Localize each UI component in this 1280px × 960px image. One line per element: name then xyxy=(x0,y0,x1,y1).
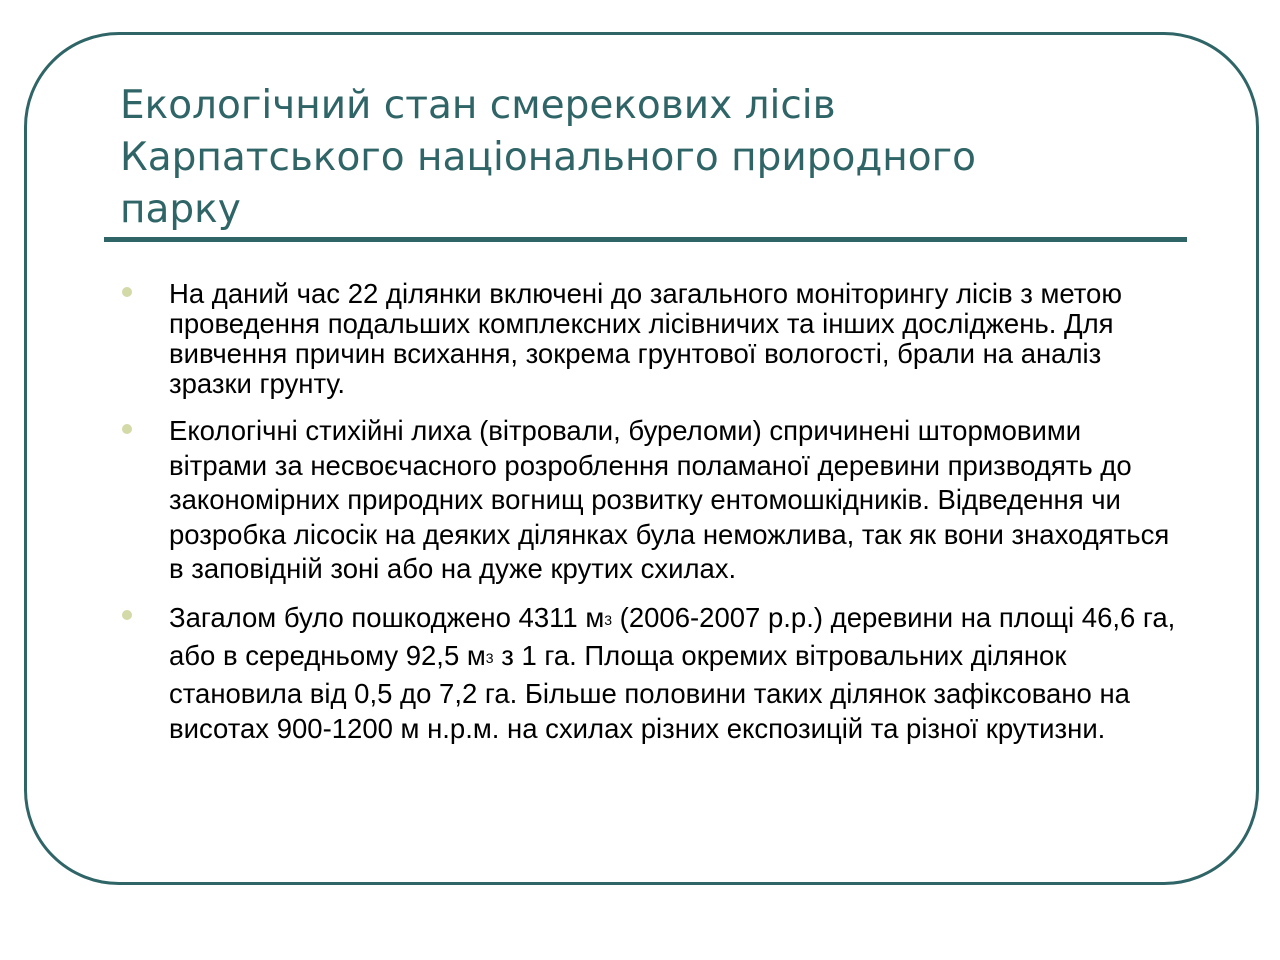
bullet-text-part: Загалом було пошкоджено 4311 м xyxy=(169,601,605,633)
title-line: Екологічний стан смерекових лісів xyxy=(120,83,836,128)
bullet-item xyxy=(120,414,1180,587)
bullet-item xyxy=(120,279,1180,399)
bullet-text: На даний час 22 ділянки включені до загального моніторингу лісів з метою проведення подальших комплексних лісівничих та інших досліджень. Для вивчення причин всихання, зокрема грунтової вологості, брали на аналіз зразки грунту. xyxy=(169,278,1122,399)
bullet-text-part: з 1 га. Площа окремих вітровальних ділянок становила від 0,5 до 7,2 га. Більше половини таких ділянок зафіксовано на висотах 900-1200 м н.р.м. на схилах різних експозицій та різної крутизни. xyxy=(169,639,1130,744)
superscript-cubic: 3 xyxy=(485,649,494,666)
bullet-list xyxy=(120,279,1180,746)
title-line: Карпатського національного природного xyxy=(120,135,977,180)
bullet-text-part: (2006-2007 р.р.) деревини на площі 46,6 га, або в середньому 92,5 м xyxy=(169,601,1176,671)
bullet-dot-icon xyxy=(122,287,132,297)
bullet-dot-icon xyxy=(122,610,132,620)
bullet-dot-icon xyxy=(122,424,132,434)
title-divider xyxy=(104,237,1187,242)
title-line: парку xyxy=(120,187,241,232)
superscript-cubic: 3 xyxy=(604,611,613,628)
slide-title xyxy=(120,80,1160,236)
bullet-text: Екологічні стихійні лиха (вітровали, буреломи) спричинені штормовими вітрами за несвоєчасного розроблення поламаної деревини призводять до закономірних природних вогнищ розвитку ентомошкідників. Відведення чи розробка лісосік на деяких ділянках була неможлива, так як вони знаходяться в заповідній зоні або на дуже крутих схилах. xyxy=(169,415,1170,584)
bullet-item xyxy=(120,600,1180,746)
